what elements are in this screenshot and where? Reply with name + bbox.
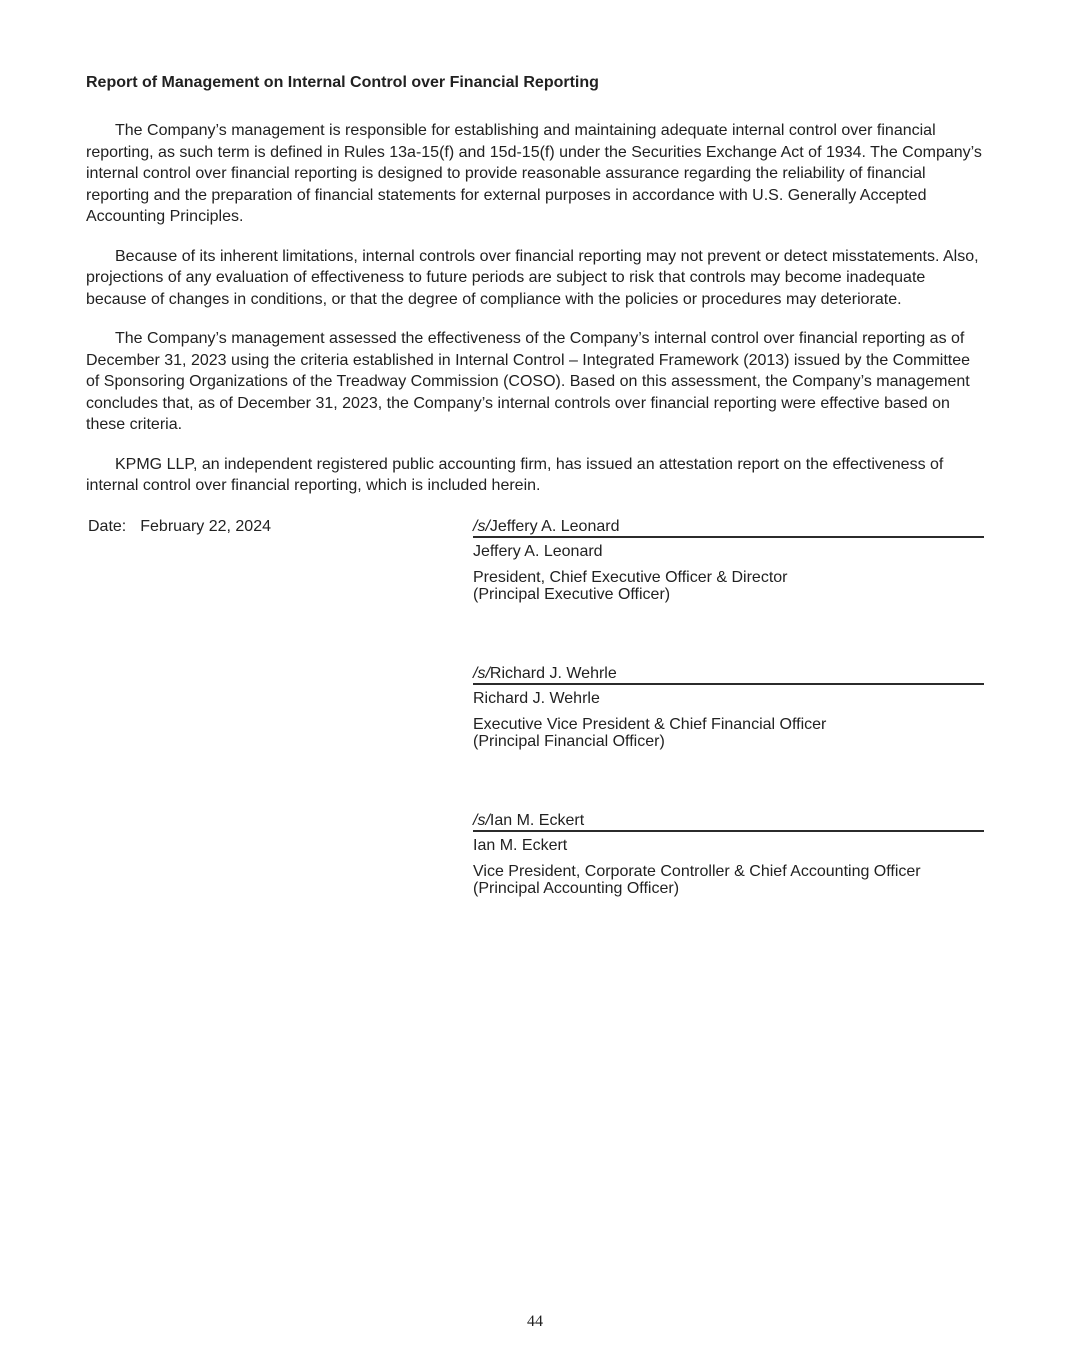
officer-title-line-2: (Principal Executive Officer) <box>473 586 671 603</box>
printed-name-cao: Ian M. Eckert <box>473 836 568 854</box>
paragraph-1: The Company’s management is responsible for establishing and maintaining adequate internal control over financial reporting, as such term is defined in Rules 13a-15(f) and 15d-15(f) under the Securities Exchange Act of 1934. The Company’s internal control over financial reporting is designed to provide reasonable assurance regarding the reliability of financial reporting and the preparation of financial statements for external purposes in accordance with U.S. Generally Accepted Accounting Principles. <box>86 122 982 225</box>
signature-name: Richard J. Wehrle <box>489 664 617 682</box>
signature-section <box>86 517 986 898</box>
signature-line-cao <box>473 811 984 832</box>
paragraph-4: KPMG LLP, an independent registered public accounting firm, has issued an attestation report on the effectiveness of internal control over financial reporting, which is included herein. <box>86 455 944 494</box>
signature-prefix: /s/ <box>473 517 490 535</box>
officer-title-line-2: (Principal Accounting Officer) <box>473 880 680 897</box>
signature-line-cfo <box>473 664 984 685</box>
signature-line-ceo <box>473 517 984 538</box>
signature-column <box>473 517 986 898</box>
officer-title-cao <box>473 863 984 898</box>
printed-name-cfo: Richard J. Wehrle <box>473 689 600 707</box>
date-label: Date: <box>88 517 127 535</box>
officer-title-cfo <box>473 716 984 751</box>
signature-prefix: /s/ <box>473 811 490 829</box>
officer-title-line-2: (Principal Financial Officer) <box>473 733 665 750</box>
printed-name-ceo: Jeffery A. Leonard <box>473 542 603 560</box>
signature-block-cao <box>473 811 984 898</box>
paragraph-2: Because of its inherent limitations, internal controls over financial reporting may not prevent or detect misstatements. Also, projections of any evaluation of effectiveness to future periods are subject to risk that controls may become inadequate because of changes in conditions, or that the degree of compliance with the policies or procedures may deteriorate. <box>86 247 979 308</box>
date-line <box>86 517 473 898</box>
officer-title-ceo <box>473 569 984 604</box>
paragraph-3: The Company’s management assessed the effectiveness of the Company’s internal control over financial reporting as of December 31, 2023 using the criteria established in Internal Control – Integrated Framework (2013) issued by the Committee of Sponsoring Organizations of the Treadway Commission (COSO). Based on this assessment, the Company’s management concludes that, as of December 31, 2023, the Company’s internal controls over financial reporting were effective based on these criteria. <box>86 330 971 433</box>
page-number: 44 <box>527 1313 543 1330</box>
date-value: February 22, 2024 <box>140 517 271 535</box>
signature-block-cfo <box>473 664 984 751</box>
officer-title-line-1: Vice President, Corporate Controller & Chief Accounting Officer <box>473 862 921 880</box>
signature-block-ceo <box>473 517 984 604</box>
document-title: Report of Management on Internal Control over Financial Reporting <box>86 74 599 91</box>
signature-name: Ian M. Eckert <box>489 811 585 829</box>
officer-title-line-1: Executive Vice President & Chief Financial Officer <box>473 715 827 733</box>
signature-prefix: /s/ <box>473 664 490 682</box>
officer-title-line-1: President, Chief Executive Officer & Director <box>473 568 788 586</box>
signature-name: Jeffery A. Leonard <box>489 517 620 535</box>
